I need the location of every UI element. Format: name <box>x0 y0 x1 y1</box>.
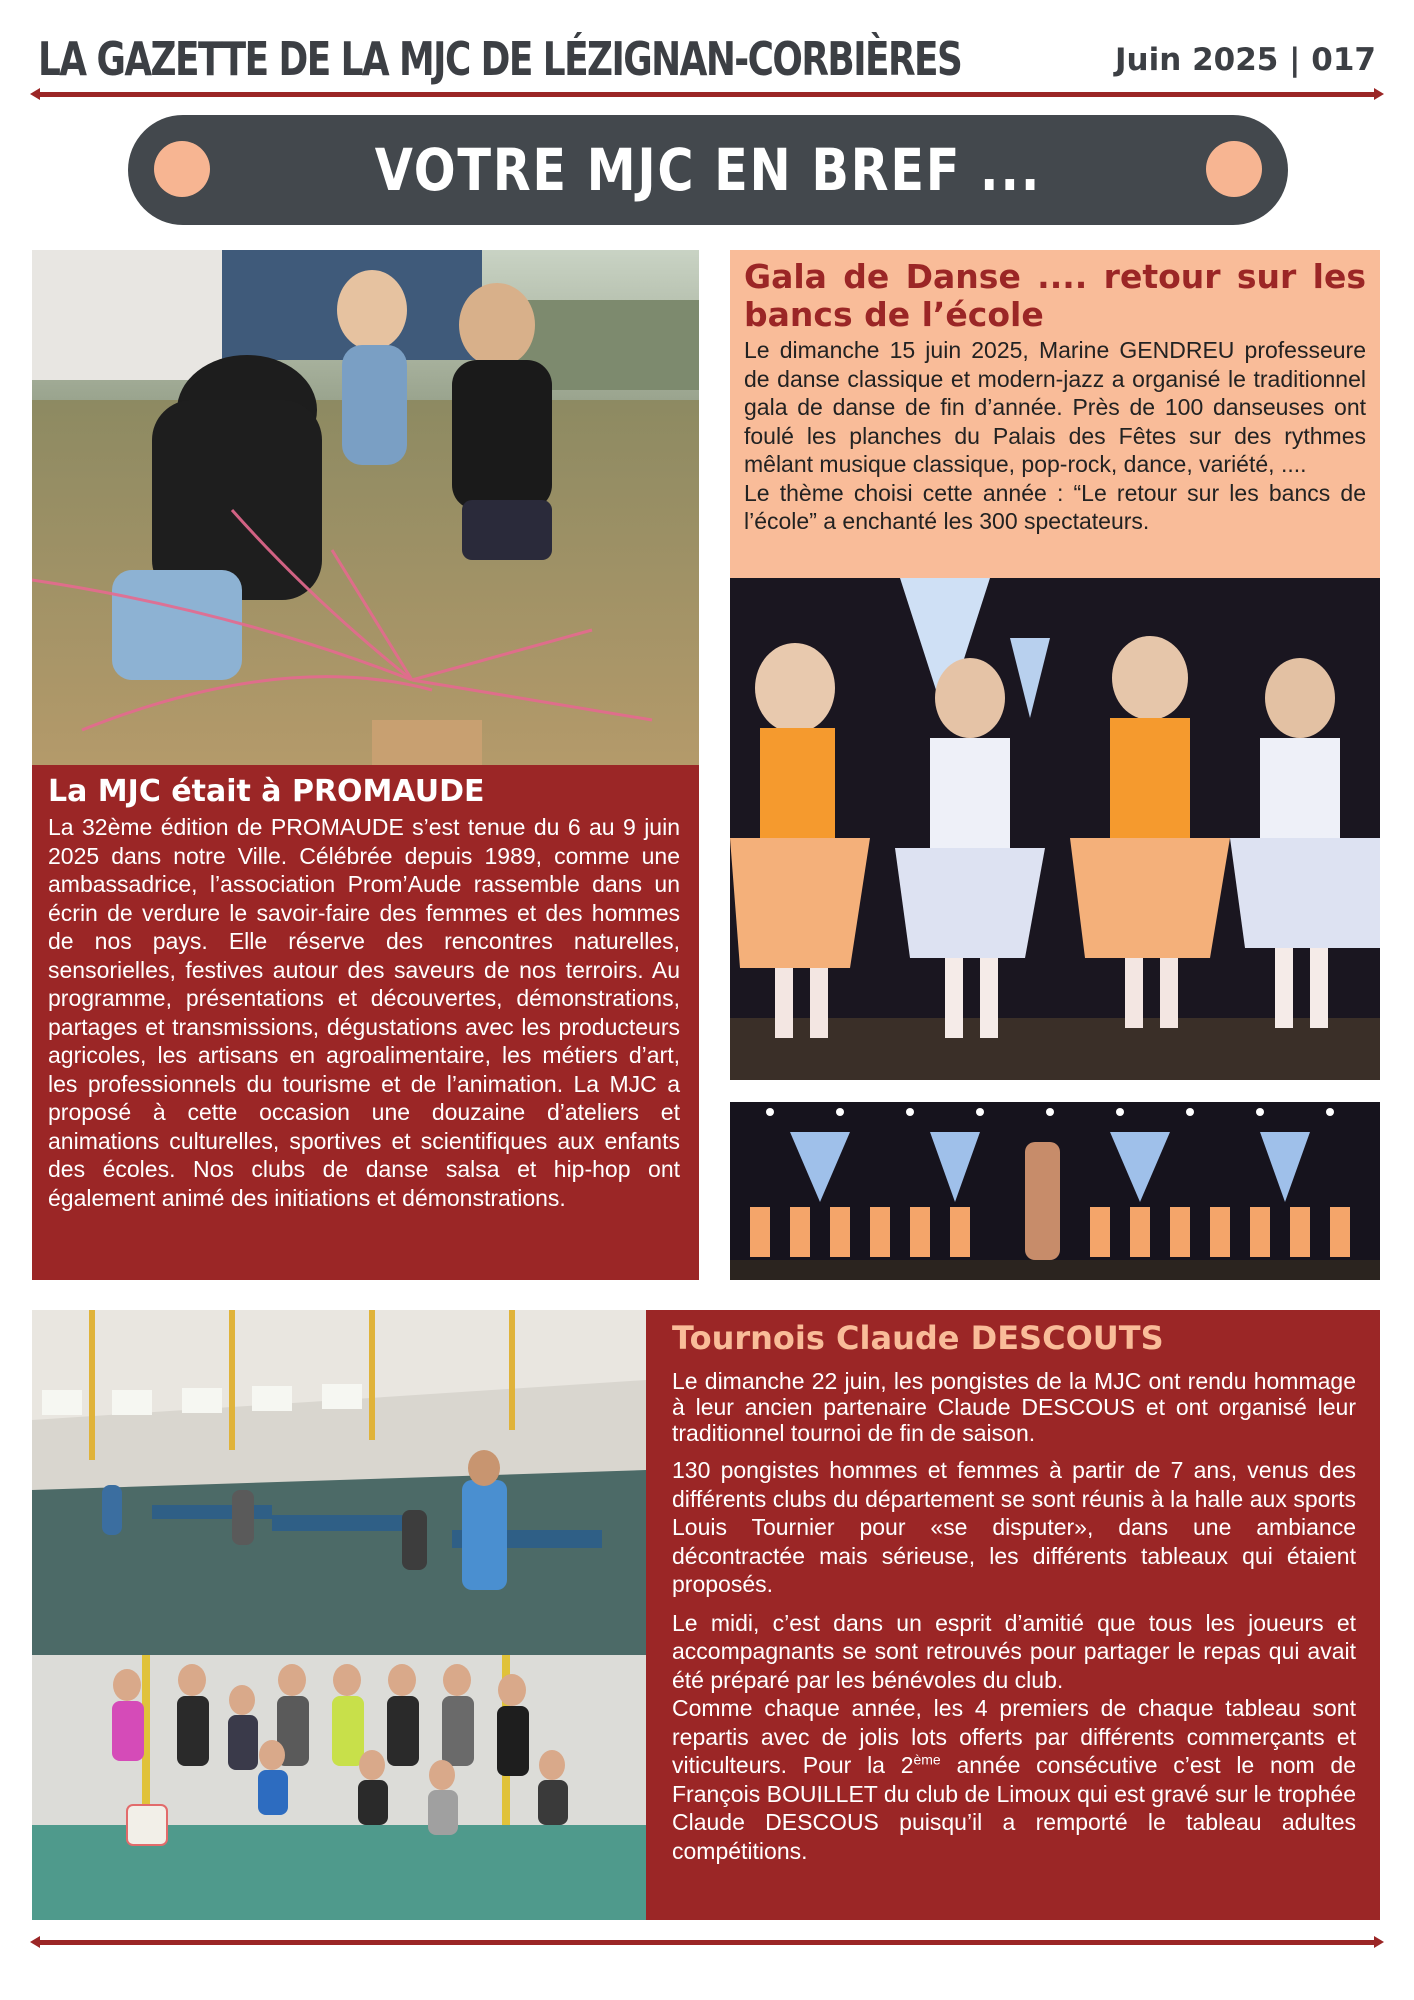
gala-photo-stage <box>730 1102 1380 1280</box>
banner-title-text: VOTRE MJC EN BREF ... <box>374 136 1042 204</box>
tournoi-paragraph-4 <box>672 1694 1356 1865</box>
tournoi-title: Tournois Claude DESCOUTS <box>672 1319 1164 1357</box>
tournoi-panel <box>646 1310 1380 1920</box>
gala-paragraph-1: Le dimanche 15 juin 2025, Marine GENDREU professeure de danse classique et modern-jazz a organisé le traditionnel gala de danse de fin d’année. Près de 100 danseuses ont foulé les planches du Palais des Fêtes sur des rythmes mêlant musique classique, pop-rock, dance, variété, .... <box>744 337 1366 477</box>
tournoi-paragraph-2: 130 pongistes hommes et femmes à partir de 7 ans, venus des différents clubs du département se sont réunis à la halle aux sports Louis Tournier pour «se disputer», dans une ambiance décontractée mais sérieuse, les différents tableaux qui étaient proposés. <box>672 1457 1356 1597</box>
gala-paragraph-2: Le thème choisi cette année : “Le retour sur les bancs de l’école” a enchanté les 300 spectateurs. <box>744 479 1366 534</box>
gala-panel <box>730 250 1380 578</box>
gala-body <box>744 336 1366 536</box>
rule-arrow-left-icon <box>30 88 40 100</box>
gala-dancers-illustration <box>730 578 1380 1080</box>
tournoi-hall-illustration <box>32 1310 646 1655</box>
promaude-body: La 32ème édition de PROMAUDE s’est tenue du 6 au 9 juin 2025 dans notre Ville. Célébrée depuis 1989, comme une ambassadrice, l’association Prom’Aude rassemble dans un écrin de verdure le savoir-faire des femmes et des hommes de nos pays. Elle réserve des rencontres naturelles, sensorielles, festives autour des saveurs de nos terroirs. Au programme, présentations et découvertes, démonstrations, partages et transmissions, dégustations avec les producteurs agricoles, les artisans en agroalimentaire, les métiers d’art, les professionnels du tourisme et de l’animation. La MJC a proposé à cette occasion une douzaine d’ateliers et animations culturelles, sportives et scientifiques aux enfants des écoles. Nos clubs de danse salsa et hip-hop ont également animé des initiations et démonstrations. <box>48 814 680 1211</box>
promaude-title: La MJC était à PROMAUDE <box>48 774 485 809</box>
tournoi-paragraph-4-end: année consécutive c’est le nom de François BOUILLET du club de Limoux qui est gravé sur le trophée Claude DESCOUS puisqu’il a remporté le tableau adultes compétitions. <box>672 1752 1356 1864</box>
tournoi-paragraph-4-start: Comme chaque année, les 4 premiers de chaque tableau sont repartis avec de jolis lots offerts par différents commerçants et viticulteurs. Pour la 2 <box>672 1695 1356 1778</box>
issue-label: Juin 2025 | 017 <box>1115 42 1376 78</box>
gala-photo-dancers <box>730 578 1380 1080</box>
promaude-panel <box>32 765 699 1280</box>
promaude-photo-illustration <box>32 250 699 765</box>
tournoi-paragraph-1: Le dimanche 22 juin, les pongistes de la MJC ont rendu hommage à leur ancien partenaire Claude DESCOUS et ont organisé leur traditionnel tournoi de fin de saison. <box>672 1368 1356 1446</box>
tournoi-paragraph-4-sup: ème <box>913 1751 941 1768</box>
rule-arrow-right-icon <box>1374 88 1384 100</box>
promaude-photo <box>32 250 699 765</box>
gala-stage-illustration <box>730 1102 1380 1280</box>
header-rule <box>40 92 1374 97</box>
footer-rule <box>40 1940 1374 1945</box>
footer-arrow-left-icon <box>30 1936 40 1948</box>
gala-title: Gala de Danse .... retour sur les bancs de l’école <box>744 257 1366 334</box>
tournoi-photo-group <box>32 1655 646 1920</box>
footer-arrow-right-icon <box>1374 1936 1384 1948</box>
masthead-title: LA GAZETTE DE LA MJC DE LÉZIGNAN-CORBIÈRES <box>38 32 962 86</box>
tournoi-body <box>672 1368 1356 1865</box>
tournoi-photo-hall <box>32 1310 646 1655</box>
tournoi-group-illustration <box>32 1655 646 1920</box>
tournoi-paragraph-3: Le midi, c’est dans un esprit d’amitié que tous les joueurs et accompagnants se sont retrouvés pour partager le repas qui avait été préparé par les bénévoles du club. <box>672 1609 1356 1693</box>
banner-title <box>128 115 1288 225</box>
section-banner <box>128 115 1288 225</box>
